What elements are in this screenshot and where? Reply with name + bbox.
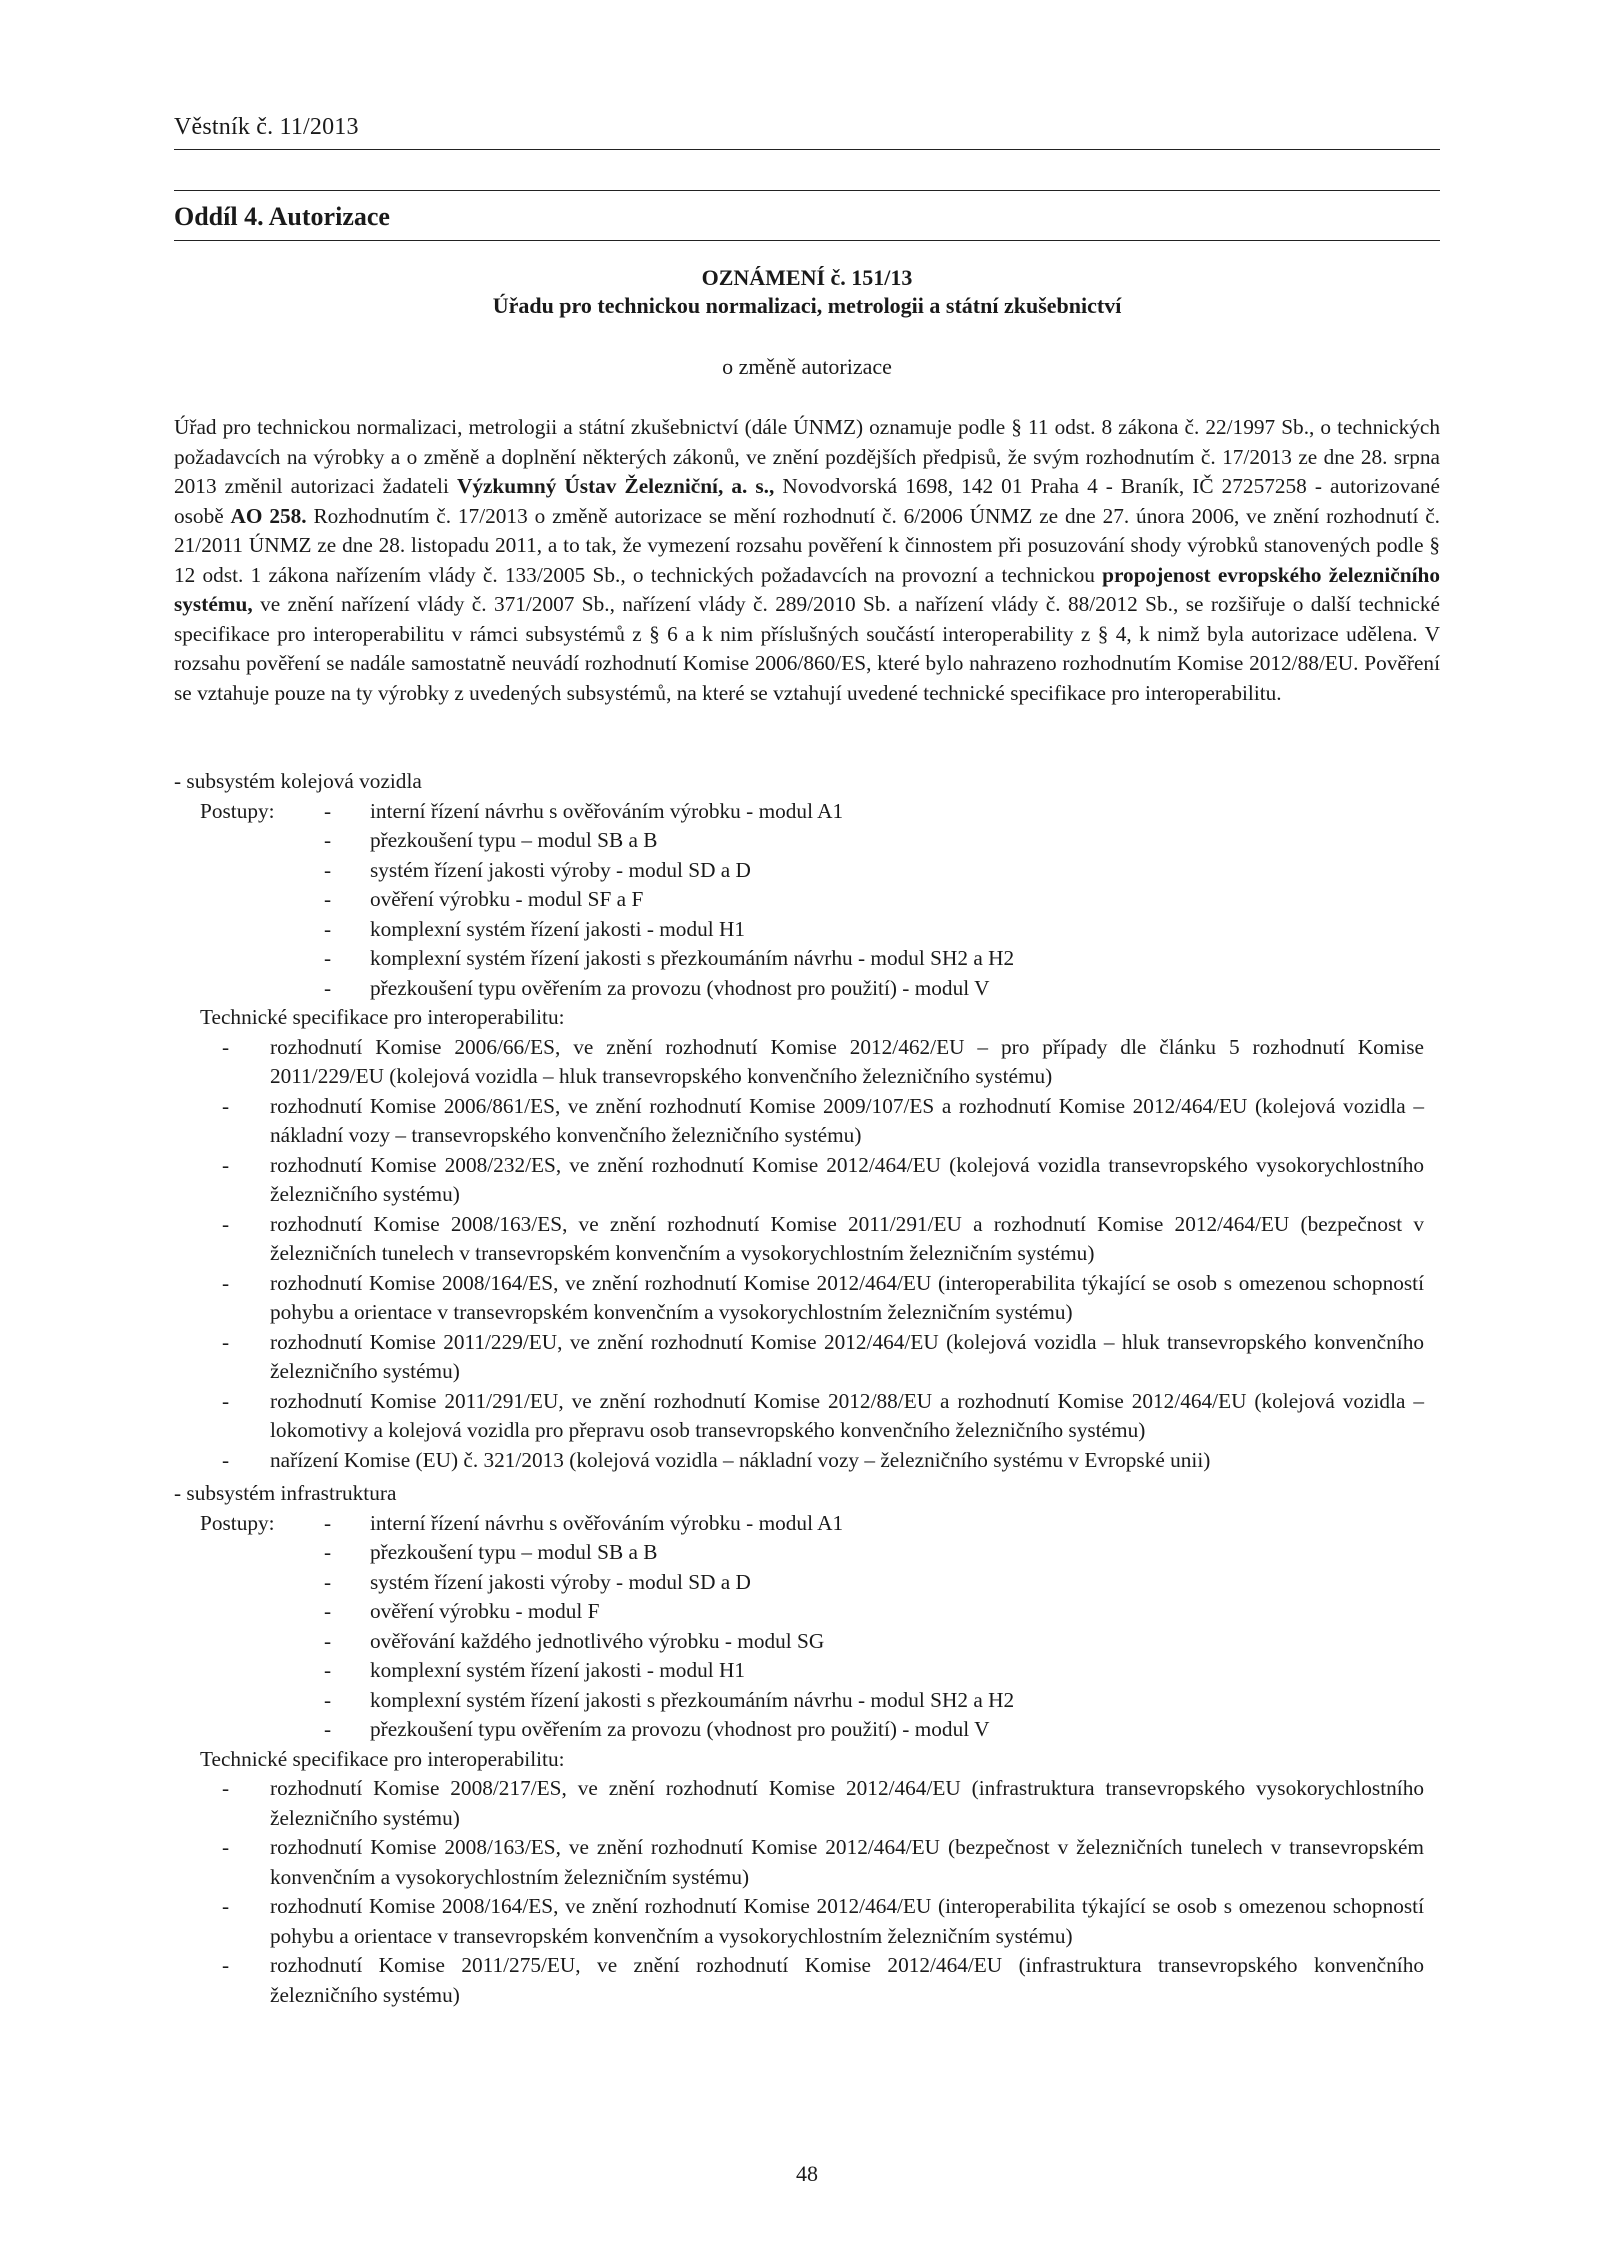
- procedure-spacer: [174, 885, 324, 915]
- running-head: Věstník č. 11/2013: [174, 114, 359, 140]
- spec-item: [174, 1210, 1440, 1269]
- procedure-dash: -: [324, 946, 332, 970]
- procedure-dash: -: [324, 1687, 332, 1712]
- spec-dash: -: [222, 1835, 230, 1859]
- subsystem-heading: - subsystém infrastruktura: [174, 1481, 397, 1505]
- document-page: [174, 0, 1440, 2263]
- intro-text-4: ve znění nařízení vlády č. 371/2007 Sb., nařízení vlády č. 289/2010 Sb. a nařízení vlády č. 88/2012 Sb., se rozšiřuje o další technické specifikace pro interoperabilitu v rámci subsystémů z § 6 a k nim příslušných součástí interoperability z § 4, k nimž byla autorizace udělena. V rozsahu pověření se nadále samostatně neuvádí rozhodnutí Komise 2006/860/ES, které bylo nahrazeno rozhodnutím Komise 2012/88/EU. Pověření se vztahuje pouze na ty výrobky z uvedených subsystémů, na které se vztahují uvedené technické specifikace pro interoperabilitu.: [174, 592, 1440, 705]
- procedure-item: [174, 974, 1440, 1004]
- procedure-item: [174, 1627, 1440, 1657]
- subsystem-heading: - subsystém kolejová vozidla: [174, 769, 422, 793]
- notice-authority: Úřadu pro technickou normalizaci, metrologii a státní zkušebnictví: [492, 293, 1122, 318]
- procedure-dash: -: [324, 1540, 332, 1564]
- procedure-spacer: [174, 1597, 324, 1627]
- spec-item: [174, 1328, 1440, 1387]
- procedure-dash: -: [324, 1569, 332, 1594]
- procedure-text: ověřování každého jednotlivého výrobku - modul SG: [370, 1628, 825, 1653]
- intro-text-2: Novodvorská 1698, 142 01 Praha 4 - Braník, IČ 27257258 - autorizované osobě: [174, 474, 1440, 528]
- spec-text: rozhodnutí Komise 2008/164/ES, ve znění rozhodnutí Komise 2012/464/EU (interoperabilita týkající se osob s omezenou schopností pohybu a orientace v transevropském konvenčním a vysokorychlostním železničním systému): [270, 1894, 1424, 1948]
- specs-heading: Technické specifikace pro interoperabilitu:: [200, 1746, 565, 1771]
- procedure-text: přezkoušení typu ověřením za provozu (vhodnost pro použití) - modul V: [370, 975, 990, 1000]
- procedure-dash: -: [324, 857, 332, 882]
- procedure-text: ověření výrobku - modul SF a F: [370, 887, 644, 911]
- spec-dash: -: [222, 1211, 230, 1236]
- spec-text: rozhodnutí Komise 2006/66/ES, ve znění rozhodnutí Komise 2012/462/EU – pro případy dle článku 5 rozhodnutí Komise 2011/229/EU (kolejová vozidla – hluk transevropského konvenčního železničního systému): [270, 1034, 1424, 1088]
- spec-text: rozhodnutí Komise 2011/275/EU, ve znění rozhodnutí Komise 2012/464/EU (infrastruktura transevropského konvenčního železničního systému): [270, 1953, 1424, 2007]
- spec-item: [174, 1892, 1440, 1951]
- spec-text: rozhodnutí Komise 2006/861/ES, ve znění rozhodnutí Komise 2009/107/ES a rozhodnutí Komise 2012/464/EU (kolejová vozidla – nákladní vozy – transevropského konvenčního železničního systému): [270, 1093, 1424, 1147]
- procedure-text: interní řízení návrhu s ověřováním výrobku - modul A1: [370, 798, 844, 823]
- procedure-item: [174, 856, 1440, 886]
- procedure-text: systém řízení jakosti výroby - modul SD a D: [370, 1569, 751, 1594]
- spec-dash: -: [222, 1270, 230, 1295]
- procedures-label: Postupy:: [200, 1510, 275, 1535]
- specs-heading: Technické specifikace pro interoperabilitu:: [200, 1005, 565, 1029]
- intro-paragraph: [174, 413, 1440, 708]
- procedure-text: interní řízení návrhu s ověřováním výrobku - modul A1: [370, 1510, 844, 1535]
- spec-dash: -: [222, 1329, 230, 1354]
- procedure-text: systém řízení jakosti výroby - modul SD a D: [370, 857, 751, 882]
- procedure-text: komplexní systém řízení jakosti s přezkoumáním návrhu - modul SH2 a H2: [370, 1687, 1015, 1712]
- procedure-spacer: [174, 915, 324, 945]
- spec-item: [174, 1446, 1440, 1476]
- procedure-item: [174, 885, 1440, 915]
- intro-text-1: Úřad pro technickou normalizaci, metrologii a státní zkušebnictví (dále ÚNMZ) oznamuje podle § 11 odst. 8 zákona č. 22/1997 Sb., o technických požadavcích na výrobky a o změně a doplnění některých zákonů, ve znění pozdějších předpisů, že svým rozhodnutím č. 17/2013 ze dne 28. srpna 2013 změnil autorizaci žadateli: [174, 415, 1440, 498]
- procedure-dash: -: [324, 1510, 332, 1535]
- procedure-item: [174, 1656, 1440, 1686]
- procedure-text: komplexní systém řízení jakosti - modul H1: [370, 1658, 746, 1682]
- procedure-item: [174, 1597, 1440, 1627]
- procedure-dash: -: [324, 1658, 332, 1682]
- subsystem-block: [174, 767, 1440, 1475]
- procedure-spacer: [174, 1627, 324, 1657]
- spec-dash: -: [222, 1093, 230, 1118]
- spec-dash: -: [222, 1152, 230, 1177]
- spec-dash: -: [222, 1953, 230, 1977]
- procedure-item: [174, 797, 1440, 827]
- spec-text: rozhodnutí Komise 2011/291/EU, ve znění rozhodnutí Komise 2012/88/EU a rozhodnutí Komise 2012/464/EU (kolejová vozidla – lokomotivy a kolejová vozidla pro přepravu osob transevropského konvenčního železničního systému): [270, 1388, 1424, 1442]
- procedure-text: přezkoušení typu – modul SB a B: [370, 828, 658, 852]
- spec-item: [174, 1092, 1440, 1151]
- spec-item: [174, 1151, 1440, 1210]
- notice-subject: o změně autorizace: [722, 354, 892, 379]
- section-rule-top: [174, 190, 1440, 191]
- procedure-item: [174, 1568, 1440, 1598]
- spec-item: [174, 1269, 1440, 1328]
- procedure-item: [174, 1509, 1440, 1539]
- procedure-dash: -: [324, 975, 332, 1000]
- procedure-text: komplexní systém řízení jakosti s přezkoumáním návrhu - modul SH2 a H2: [370, 946, 1015, 970]
- procedure-item: [174, 1715, 1440, 1745]
- spec-dash: -: [222, 1388, 230, 1413]
- notice-title-block: [174, 264, 1440, 320]
- subsystems-list: [174, 767, 1440, 2014]
- section-rule-bottom: [174, 240, 1440, 241]
- procedure-item: [174, 944, 1440, 974]
- subsystem-block: [174, 1479, 1440, 2010]
- intro-bold-company: Výzkumný Ústav Železniční, a. s.,: [456, 474, 775, 498]
- spec-dash: -: [222, 1034, 230, 1059]
- procedure-text: komplexní systém řízení jakosti - modul H1: [370, 916, 746, 941]
- procedure-dash: -: [324, 828, 332, 852]
- spec-text: rozhodnutí Komise 2011/229/EU, ve znění rozhodnutí Komise 2012/464/EU (kolejová vozidla – hluk transevropského konvenčního železničního systému): [270, 1329, 1424, 1383]
- procedure-spacer: [174, 1538, 324, 1568]
- procedure-text: přezkoušení typu – modul SB a B: [370, 1540, 658, 1564]
- spec-dash: -: [222, 1447, 230, 1472]
- procedure-spacer: [174, 1568, 324, 1598]
- notice-title: OZNÁMENÍ č. 151/13: [701, 265, 913, 290]
- spec-item: [174, 1387, 1440, 1446]
- intro-bold-ao: AO 258.: [230, 503, 307, 528]
- procedure-dash: -: [324, 1717, 332, 1741]
- procedure-item: [174, 826, 1440, 856]
- procedure-dash: -: [324, 798, 332, 823]
- procedure-text: přezkoušení typu ověřením za provozu (vhodnost pro použití) - modul V: [370, 1717, 990, 1741]
- header-rule: [174, 149, 1440, 150]
- spec-text: rozhodnutí Komise 2008/163/ES, ve znění rozhodnutí Komise 2011/291/EU a rozhodnutí Komise 2012/464/EU (bezpečnost v železničních tunelech v transevropském konvenčním a vysokorychlostním železničním systému): [270, 1211, 1424, 1265]
- spec-dash: -: [222, 1894, 230, 1918]
- intro-bold-system: propojenost evropského železničního systému,: [174, 562, 1440, 616]
- procedure-dash: -: [324, 1599, 332, 1623]
- page-number: 48: [796, 2161, 818, 2186]
- procedure-item: [174, 915, 1440, 945]
- procedure-spacer: [174, 856, 324, 886]
- procedure-spacer: [174, 974, 324, 1004]
- section-heading: Oddíl 4. Autorizace: [174, 202, 390, 231]
- spec-item: [174, 1951, 1440, 2010]
- procedure-dash: -: [324, 887, 332, 911]
- procedure-item: [174, 1538, 1440, 1568]
- spec-text: nařízení Komise (EU) č. 321/2013 (kolejová vozidla – nákladní vozy – železničního systému v Evropské unii): [270, 1447, 1211, 1472]
- intro-text-3: Rozhodnutím č. 17/2013 o změně autorizace se mění rozhodnutí č. 6/2006 ÚNMZ ze dne 27. února 2006, ve znění rozhodnutí č. 21/2011 ÚNMZ ze dne 28. listopadu 2011, a to tak, že vymezení rozsahu pověření k činnostem při posuzování shody výrobků stanovených podle § 12 odst. 1 zákona nařízením vlády č. 133/2005 Sb., o technických požadavcích na provozní a technickou: [174, 503, 1440, 587]
- procedure-text: ověření výrobku - modul F: [370, 1599, 600, 1623]
- spec-item: [174, 1774, 1440, 1833]
- spec-dash: -: [222, 1776, 230, 1800]
- spec-item: [174, 1833, 1440, 1892]
- procedures-label: Postupy:: [200, 798, 275, 823]
- procedure-dash: -: [324, 1628, 332, 1653]
- procedure-spacer: [174, 1656, 324, 1686]
- procedure-dash: -: [324, 916, 332, 941]
- procedure-spacer: [174, 826, 324, 856]
- spec-text: rozhodnutí Komise 2008/232/ES, ve znění rozhodnutí Komise 2012/464/EU (kolejová vozidla transevropského vysokorychlostního železničního systému): [270, 1152, 1424, 1206]
- spec-text: rozhodnutí Komise 2008/163/ES, ve znění rozhodnutí Komise 2012/464/EU (bezpečnost v železničních tunelech v transevropském konvenčním a vysokorychlostním železničním systému): [270, 1835, 1424, 1889]
- procedure-spacer: [174, 944, 324, 974]
- spec-text: rozhodnutí Komise 2008/217/ES, ve znění rozhodnutí Komise 2012/464/EU (infrastruktura transevropského vysokorychlostního železničního systému): [270, 1776, 1424, 1830]
- spec-text: rozhodnutí Komise 2008/164/ES, ve znění rozhodnutí Komise 2012/464/EU (interoperabilita týkající se osob s omezenou schopností pohybu a orientace v transevropském konvenčním a vysokorychlostním železničním systému): [270, 1270, 1424, 1324]
- procedure-spacer: [174, 1715, 324, 1745]
- procedure-spacer: [174, 1686, 324, 1716]
- spec-item: [174, 1033, 1440, 1092]
- procedure-item: [174, 1686, 1440, 1716]
